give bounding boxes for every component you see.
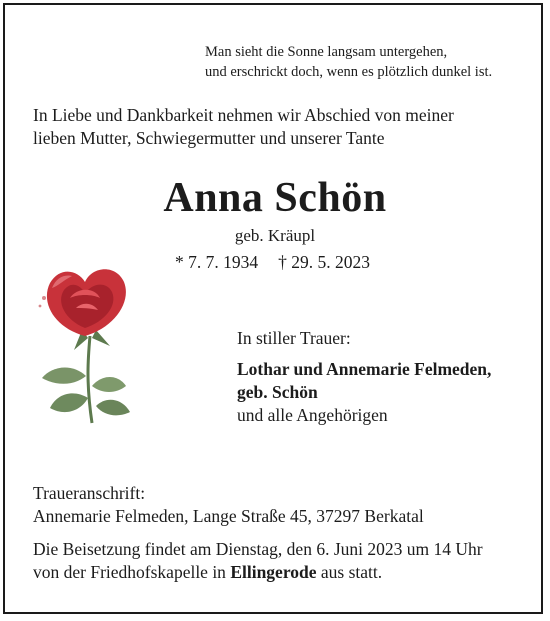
birth-date: * 7. 7. 1934 xyxy=(175,252,259,272)
rose-icon xyxy=(20,258,150,433)
funeral-line-1: Die Beisetzung findet am Dienstag, den 6. Juni 2023 um 14 Uhr xyxy=(33,539,483,559)
funeral-place: Ellingerode xyxy=(230,562,317,582)
deceased-name: Anna Schön xyxy=(163,175,387,221)
address-value: Annemarie Felmeden, Lange Straße 45, 37297 Berkatal xyxy=(33,506,424,526)
intro-line-2: lieben Mutter, Schwiegermutter und unserer Tante xyxy=(33,128,385,148)
death-date: † 29. 5. 2023 xyxy=(278,252,370,272)
mourning-address xyxy=(33,482,424,528)
intro-text xyxy=(33,104,454,150)
funeral-line-2-pre: von der Friedhofskapelle in xyxy=(33,562,231,582)
verse-line-1: Man sieht die Sonne langsam untergehen, xyxy=(205,44,448,60)
verse xyxy=(205,42,492,82)
funeral-line-2-post: aus statt. xyxy=(316,562,383,582)
funeral-info xyxy=(33,538,483,584)
life-dates xyxy=(175,252,370,273)
verse-line-2: und erschrickt doch, wenn es plötzlich dunkel ist. xyxy=(205,64,493,80)
mourners-line-1: Lothar und Annemarie Felmeden, xyxy=(237,359,492,379)
mourners-line-2: geb. Schön xyxy=(237,382,318,402)
funeral-line-2 xyxy=(33,561,483,584)
mourners-line-3: und alle Angehörigen xyxy=(237,405,388,425)
mourners-block xyxy=(237,327,491,427)
mourners-heading: In stiller Trauer: xyxy=(237,328,351,348)
address-label: Traueranschrift: xyxy=(33,483,146,503)
maiden-name: geb. Kräupl xyxy=(234,226,316,245)
intro-line-1: In Liebe und Dankbarkeit nehmen wir Abschied von meiner xyxy=(33,105,454,125)
